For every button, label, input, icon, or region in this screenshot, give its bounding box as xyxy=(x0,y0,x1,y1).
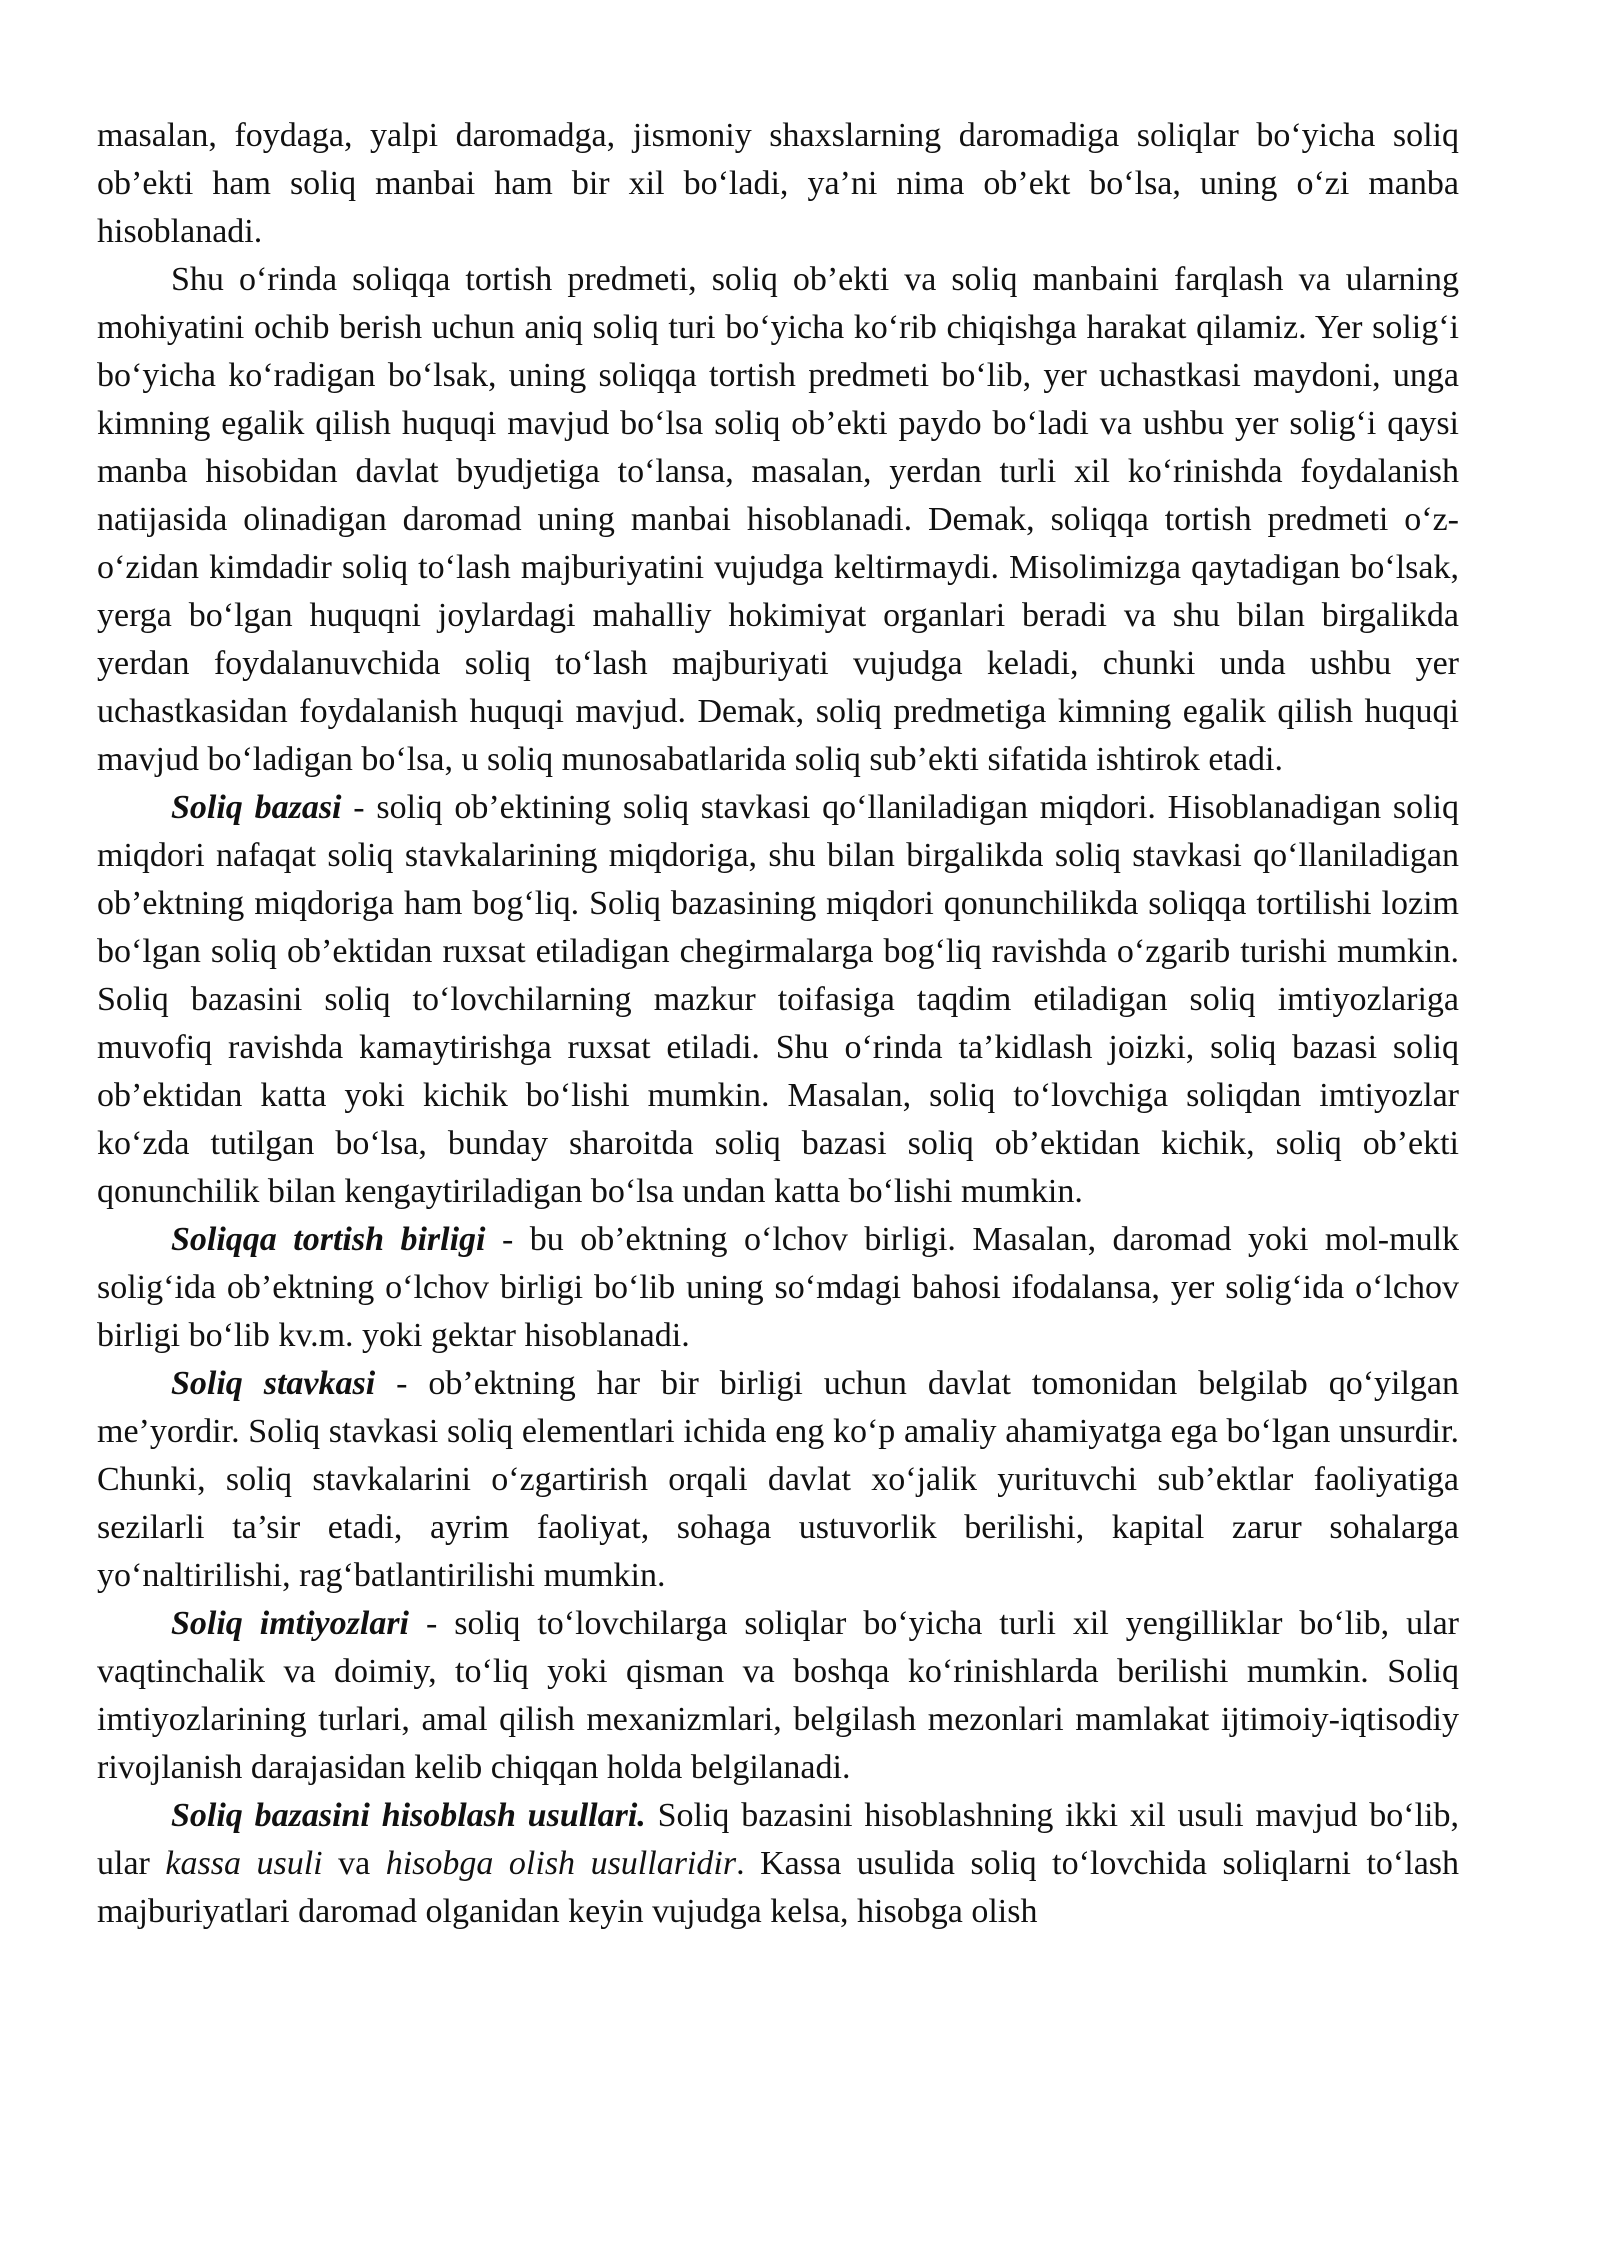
paragraph-1 xyxy=(97,112,1459,256)
paragraph-text: - ob’ektning har bir birligi uchun davlat tomonidan belgilab qo‘yilgan me’yordir. Soliq stavkasi soliq elementlari ichida eng ko‘p amaliy ahamiyatga ega bo‘lgan unsurdir. Chunki, soliq stavkalarini o‘zgartirish orqali davlat xo‘jalik yurituvchi sub’ektlar faoliyatiga sezilarli ta’sir etadi, ayrim faoliyat, sohaga ustuvorlik berilishi, kapital zarur sohalarga yo‘naltirilishi, rag‘batlantirilishi mumkin. xyxy=(97,1365,1460,1594)
paragraph-soliq-stavkasi xyxy=(97,1360,1459,1600)
paragraph-text: Shu o‘rinda soliqqa tortish predmeti, soliq ob’ekti va soliq manbaini farqlash va ularning mohiyatini ochib berish uchun aniq soliq turi bo‘yicha ko‘rib chiqishga harakat qilamiz. Yer solig‘i bo‘yicha ko‘radigan bo‘lsak, uning soliqqa tortish predmeti bo‘lib, yer uchastkasi maydoni, unga kimning egalik qilish huquqi mavjud bo‘lsa soliq ob’ekti paydo bo‘ladi va ushbu yer solig‘i qaysi manba hisobidan davlat byudjetiga to‘lansa, masalan, yerdan turli xil ko‘rinishda foydalanish natijasida olinadigan daromad uning manbai hisoblanadi. Demak, soliqqa tortish predmeti o‘z-o‘zidan kimdadir soliq to‘lash majburiyatini vujudga keltirmaydi. Misolimizga qaytadigan bo‘lsak, yerga bo‘lgan huquqni joylardagi mahalliy hokimiyat organlari beradi va shu bilan birgalikda yerdan foydalanuvchida soliq to‘lash majburiyati vujudga keladi, chunki unda ushbu yer uchastkasidan foydalanish huquqi mavjud. Demak, soliq predmetiga kimning egalik qilish huquqi mavjud bo‘ladigan bo‘lsa, u soliq munosabatlarida soliq sub’ekti sifatida ishtirok etadi. xyxy=(97,261,1459,778)
paragraph-text: - soliq to‘lovchilarga soliqlar bo‘yicha turli xil yengilliklar bo‘lib, ular vaqtinchalik va doimiy, to‘liq yoki qisman va boshqa ko‘rinishlarda berilishi mumkin. Soliq imtiyozlarining turlari, amal qilish mexanizmlari, belgilash mezonlari mamlakat ijtimoiy-iqtisodiy rivojlanish darajasidan kelib chiqqan holda belgilanadi. xyxy=(97,1605,1459,1786)
term-soliq-stavkasi: Soliq stavkasi xyxy=(171,1365,376,1402)
term-soliqqa-tortish-birligi: Soliqqa tortish birligi xyxy=(171,1221,486,1258)
paragraph-text: . Kassa usulida soliq to‘lovchida soliqlarni to‘lash majburiyatlari daromad olganidan keyin vujudga kelsa, hisobga olish xyxy=(97,1845,1460,1930)
paragraph-text: - soliq ob’ektining soliq stavkasi qo‘llaniladigan miqdori. Hisoblanadigan soliq miqdori nafaqat soliq stavkalarining miqdoriga, shu bilan birgalikda soliq stavkasi qo‘llaniladigan ob’ektning miqdoriga ham bog‘liq. Soliq bazasining miqdori qonunchilikda soliqqa tortilishi lozim bo‘lgan soliq ob’ektidan ruxsat etiladigan chegirmalarga bog‘liq ravishda o‘zgarib turishi mumkin. Soliq bazasini soliq to‘lovchilarning mazkur toifasiga taqdim etiladigan soliq imtiyozlariga muvofiq ravishda kamaytirishga ruxsat etiladi. Shu o‘rinda ta’kidlash joizki, soliq bazasi soliq ob’ektidan katta yoki kichik bo‘lishi mumkin. Masalan, soliq to‘lovchiga soliqdan imtiyozlar ko‘zda tutilgan bo‘lsa, bunday sharoitda soliq bazasi soliq ob’ektidan kichik, soliq ob’ekti qonunchilik bilan kengaytiriladigan bo‘lsa undan katta bo‘lishi mumkin. xyxy=(97,789,1459,1210)
emphasis-hisobga-olish-usullari: hisobga olish usullaridir xyxy=(385,1845,737,1882)
term-hisoblash-usullari: Soliq bazasini hisoblash usullari. xyxy=(171,1797,646,1834)
paragraph-hisoblash-usullari xyxy=(97,1792,1459,1936)
paragraph-text: - bu ob’ektning o‘lchov birligi. Masalan, daromad yoki mol-mulk solig‘ida ob’ektning o‘lchov birligi bo‘lib uning so‘mdagi bahosi ifodalansa, yer solig‘ida o‘lchov birligi bo‘lib kv.m. yoki gektar hisoblanadi. xyxy=(97,1221,1460,1354)
term-soliq-bazasi: Soliq bazasi xyxy=(171,789,342,826)
paragraph-text: Soliq bazasini hisoblashning ikki xil usuli mavjud bo‘lib, ular xyxy=(97,1797,1459,1882)
paragraph-2 xyxy=(97,256,1459,784)
paragraph-text: masalan, foydaga, yalpi daromadga, jismoniy shaxslarning daromadiga soliqlar bo‘yicha soliq ob’ekti ham soliq manbai ham bir xil bo‘ladi, ya’ni nima ob’ekt bo‘lsa, uning o‘zi manba hisoblanadi. xyxy=(97,117,1459,250)
document-page xyxy=(97,112,1459,1936)
term-soliq-imtiyozlari: Soliq imtiyozlari xyxy=(171,1605,409,1642)
paragraph-soliq-bazasi xyxy=(97,784,1459,1216)
paragraph-soliq-imtiyozlari xyxy=(97,1600,1459,1792)
emphasis-kassa-usuli: kassa usuli xyxy=(165,1845,323,1882)
paragraph-soliqqa-tortish-birligi xyxy=(97,1216,1459,1360)
paragraph-text: va xyxy=(322,1845,386,1882)
